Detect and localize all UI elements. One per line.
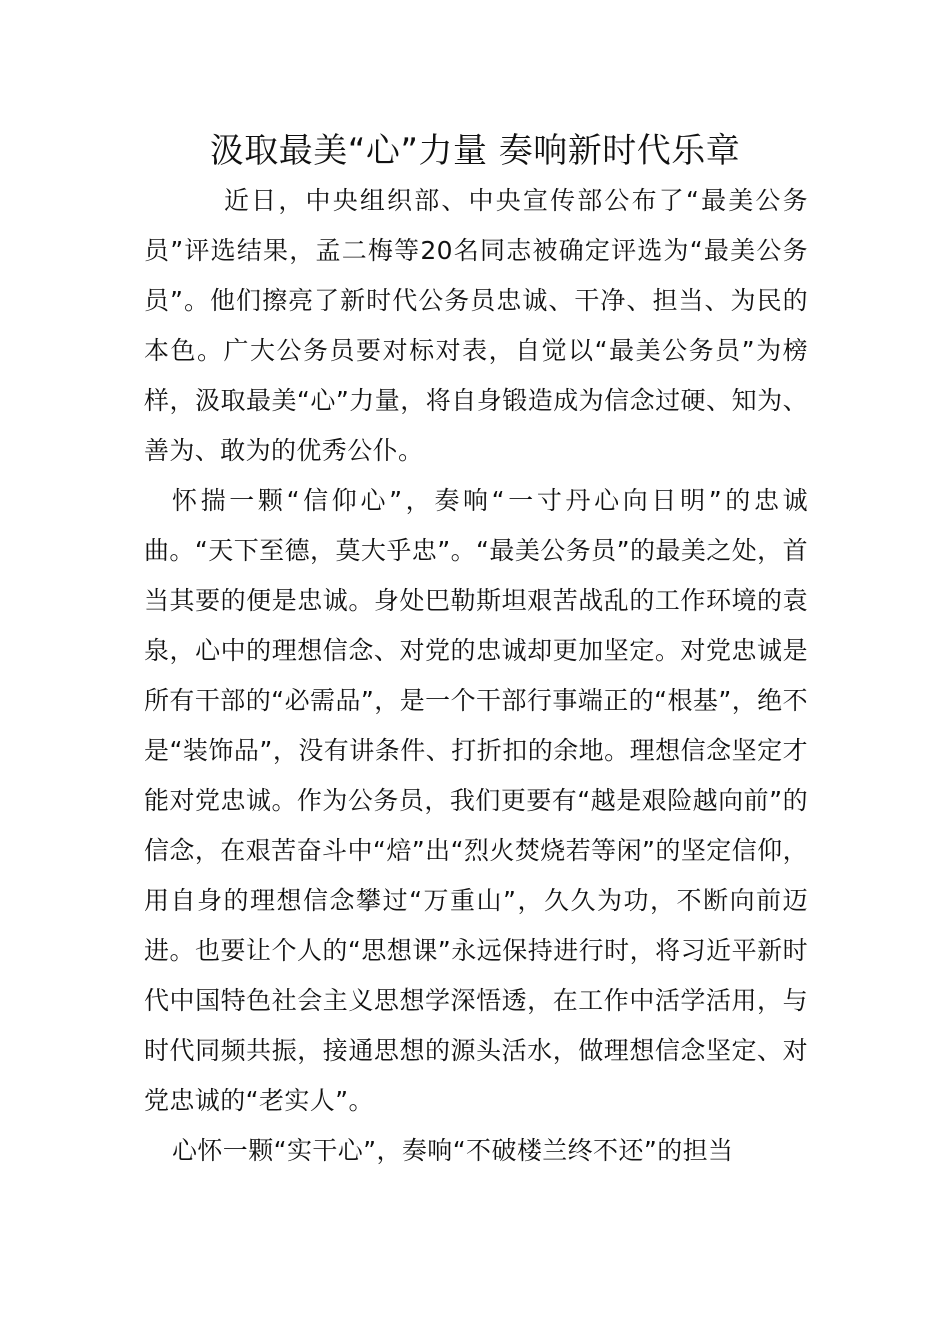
paragraph-intro: 近日，中央组织部、中央宣传部公布了“最美公务员”评选结果，孟二梅等20名同志被确定评选为“最美公务员”。他们擦亮了新时代公务员忠诚、干净、担当、为民的本色。广大公务员要对标对表，自觉以“最美公务员”为榜样，汲取最美“心”力量，将自身锻造成为信念过硬、知为、善为、敢为的优秀公仆。 <box>144 186 808 465</box>
paragraph-faith: 怀揣一颗“信仰心”，奏响“一寸丹心向日明”的忠诚曲。“天下至德，莫大乎忠”。“最美公务员”的最美之处，首当其要的便是忠诚。身处巴勒斯坦艰苦战乱的工作环境的袁泉，心中的理想信念、对党的忠诚却更加坚定。对党忠诚是所有干部的“必需品”，是一个干部行事端正的“根基”，绝不是“装饰品”，没有讲条件、打折扣的余地。理想信念坚定才能对党忠诚。作为公务员，我们更要有“越是艰险越向前”的信念，在艰苦奋斗中“焙”出“烈火焚烧若等闲”的坚定信仰，用自身的理想信念攀过“万重山”，久久为功，不断向前迈进。也要让个人的“思想课”永远保持进行时，将习近平新时代中国特色社会主义思想学深悟透，在工作中活学活用，与时代同频共振，接通思想的源头活水，做理想信念坚定、对党忠诚的“老实人”。 <box>144 486 808 1115</box>
paragraph-action: 心怀一颗“实干心”，奏响“不破楼兰终不还”的担当 <box>172 1136 734 1165</box>
document-body <box>144 176 808 1176</box>
document-title: 汲取最美“心”力量 奏响新时代乐章 <box>209 131 741 171</box>
